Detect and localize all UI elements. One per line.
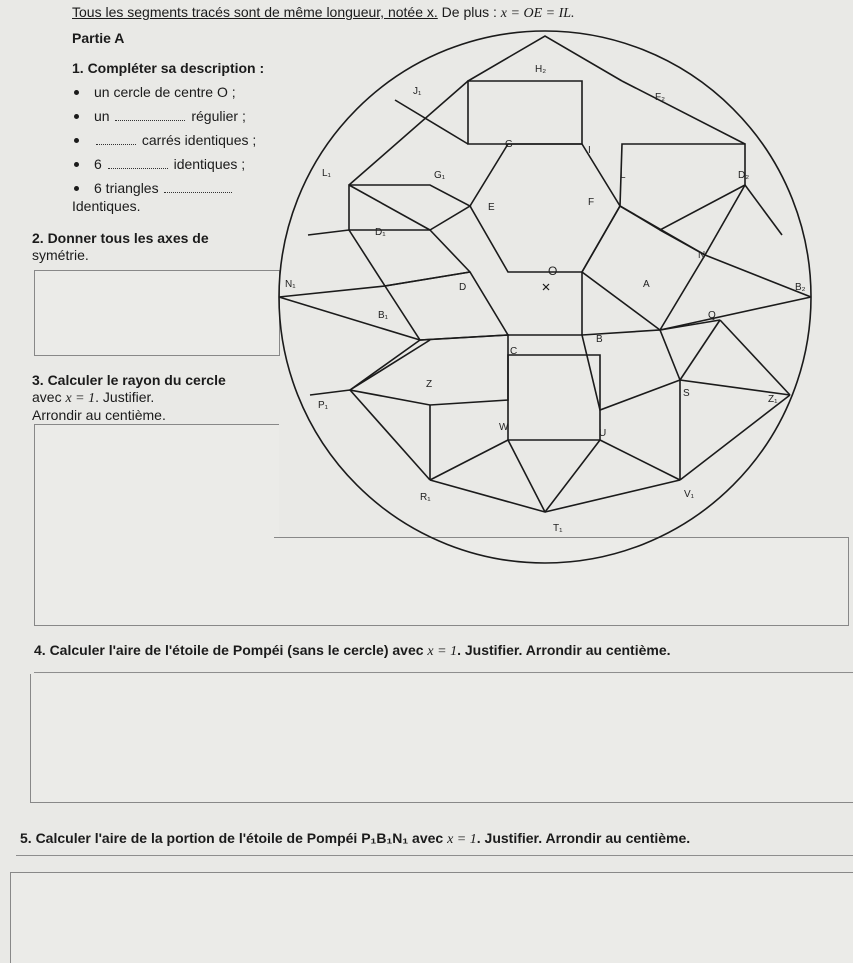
q5-shape: P₁B₁N₁: [361, 830, 409, 846]
label-T1: T₁: [553, 523, 563, 534]
q1-item-text: carrés identiques ;: [141, 132, 257, 148]
label-U: U: [599, 428, 607, 439]
q4-text: 4. Calculer l'aire de l'étoile de Pompéi (sans le cercle) avec: [34, 642, 424, 658]
label-D2: D₂: [738, 170, 750, 181]
label-N: N: [698, 250, 706, 261]
edge: [308, 230, 349, 235]
edge: [430, 440, 600, 512]
intro-rest: De plus :: [441, 4, 497, 20]
label-N1: N₁: [285, 279, 296, 290]
q5-text: 5. Calculer l'aire de la portion de l'étoile de Pompéi: [20, 830, 358, 846]
label-H2: H₂: [535, 64, 547, 75]
q3-formula: x = 1: [65, 391, 96, 406]
label-O: O: [548, 264, 558, 278]
square-top: [468, 81, 582, 144]
label-D: D: [459, 282, 467, 293]
edge: [508, 440, 545, 512]
square-bottom-center: [508, 355, 600, 440]
outer-circle: [279, 31, 811, 563]
edge: [395, 100, 468, 144]
label-I: I: [588, 145, 591, 156]
q5-text: . Justifier. Arrondir au centième.: [476, 830, 691, 846]
label-Z1: Z₁: [768, 394, 778, 405]
edge: [660, 320, 720, 330]
label-B1: B₁: [378, 310, 389, 321]
q4-text: . Justifier. Arrondir au centième.: [457, 642, 671, 658]
label-L: L: [620, 170, 626, 181]
edge: [600, 440, 680, 480]
label-C: C: [510, 346, 518, 357]
q2-line-1: 2. Donner tous les axes de: [32, 230, 209, 246]
q1-item-5-continued: Identiques.: [72, 198, 141, 214]
edge: [622, 81, 745, 144]
q3-text: . Justifier.: [95, 389, 155, 405]
q1-title: 1. Compléter sa description :: [72, 60, 265, 76]
label-R1: R₁: [420, 492, 431, 503]
label-E: E: [488, 202, 495, 213]
q3-line-1: 3. Calculer le rayon du cercle: [32, 372, 226, 388]
edge: [680, 320, 720, 380]
label-G1: G₁: [434, 170, 446, 181]
label-L1: L₁: [322, 168, 331, 179]
edge: [349, 185, 430, 230]
edge: [680, 380, 790, 395]
intro-underlined: Tous les segments tracés sont de même longueur, notée x.: [72, 4, 438, 20]
label-A: A: [643, 279, 650, 290]
intro-formula: x = OE = IL.: [500, 6, 575, 21]
label-F: F: [588, 197, 595, 208]
edge: [349, 230, 385, 286]
edge: [745, 185, 782, 235]
square-right: [582, 206, 705, 330]
q1-item-text: 6 triangles: [94, 180, 159, 196]
edge: [279, 297, 420, 340]
edge: [680, 395, 790, 480]
label-B: B: [596, 334, 603, 345]
edge: [430, 230, 470, 272]
edge: [720, 320, 790, 395]
q5-text: avec: [412, 830, 444, 846]
q1-item-text: identiques ;: [173, 156, 246, 172]
label-D1: D₁: [375, 227, 386, 238]
label-V1: V₁: [684, 489, 695, 500]
label-S: S: [683, 388, 690, 399]
label-J1: J₁: [413, 86, 422, 97]
partie-a-heading: Partie A: [72, 30, 125, 46]
label-Q: Q: [708, 310, 716, 321]
q5-formula: x = 1: [447, 832, 477, 847]
center-point-icon: [543, 284, 549, 290]
square-lower-left: [350, 335, 508, 405]
q3-line-3: Arrondir au centième.: [32, 407, 166, 423]
label-F2: F₂: [655, 92, 665, 103]
q1-item-text: un: [94, 108, 110, 124]
label-Z: Z: [426, 379, 433, 390]
label-W: W: [499, 422, 509, 433]
edge: [660, 297, 811, 330]
label-P1: P₁: [318, 400, 329, 411]
q2-line-2: symétrie.: [32, 247, 89, 263]
q1-item-text: un cercle de centre O ;: [94, 84, 236, 100]
edge: [430, 440, 508, 480]
label-G: G: [505, 139, 513, 150]
q1-item-text: 6: [94, 156, 102, 172]
edge: [350, 340, 433, 390]
square-upper-left: [349, 185, 470, 230]
q1-item-text: régulier ;: [191, 108, 246, 124]
square-left: [385, 272, 508, 340]
label-B2: B₂: [795, 282, 806, 293]
q4-formula: x = 1: [427, 644, 458, 659]
edge: [310, 390, 350, 395]
q3-text: avec: [32, 389, 62, 405]
